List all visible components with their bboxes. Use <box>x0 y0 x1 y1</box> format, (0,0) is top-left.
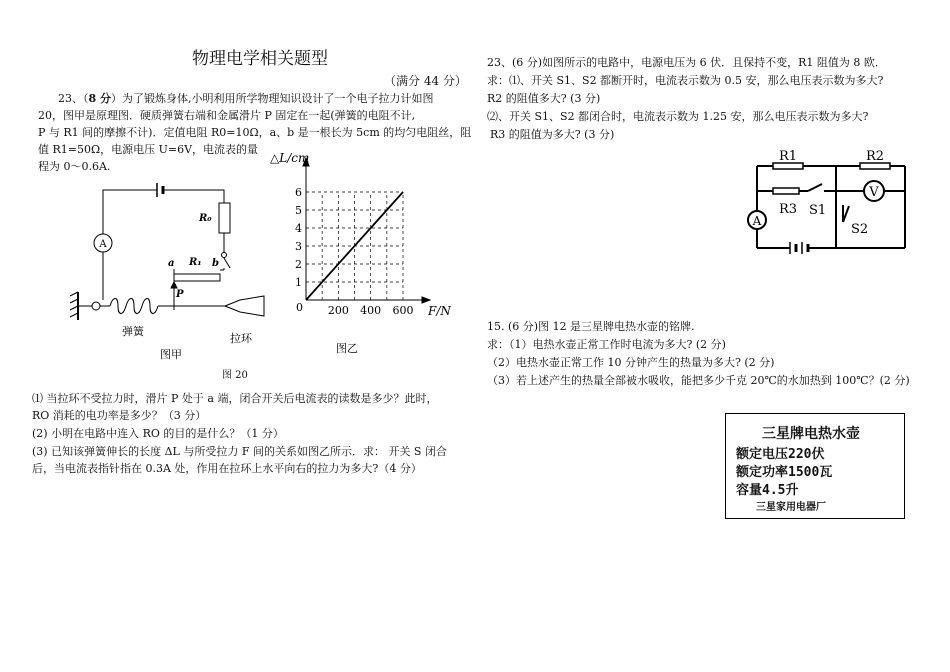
q23b-line: ⑵、开关 S1、S2 都闭合时，电流表示数为 1.25 安，那么电压表示数为多大? <box>487 110 869 123</box>
y-tick-label: 4 <box>295 222 302 235</box>
nameplate-line: 三星牌电热水壶 <box>762 426 860 442</box>
circuit-figure-right <box>740 145 915 260</box>
q23b-line: 23、(6 分)如图所示的电路中，电源电压为 6 伏．且保持不变，R1 阻值为 8 欧． <box>487 56 886 69</box>
point-a-label: a <box>168 258 175 269</box>
r3-label: R3 <box>779 202 798 217</box>
q23a-number: 23、（ <box>58 92 89 105</box>
ring-label: 拉环 <box>230 332 252 345</box>
r1-label: R1 <box>779 149 798 164</box>
q23a-line: 20，图甲是原理图．硬质弹簧右端和金属滑片 P 固定在一起(弹簧的电阻不计, <box>38 109 416 122</box>
nameplate <box>725 413 905 519</box>
x-tick-label: 200 <box>327 304 349 317</box>
r1-label: R₁ <box>189 257 202 268</box>
graph-yi <box>262 148 462 358</box>
total-score: （满分 44 分） <box>384 74 467 88</box>
q23b-line: R2 的阻值多大? (3 分) <box>487 92 601 105</box>
y-tick-label: 6 <box>295 186 302 199</box>
q15-line: （3）若上述产生的热量全部被水吸收，能把多少千克 20℃的水加热到 100℃？(2 分) <box>487 374 910 387</box>
spring-label: 弹簧 <box>122 325 144 338</box>
x-axis-label: F/N <box>428 304 451 318</box>
q23a-line: P 与 R1 间的摩擦不计)．定值电阻 R0=10Ω，a、b 是一根长为 5cm 的均匀电阻丝，阻 <box>38 126 472 139</box>
figure-jia-label: 图甲 <box>160 348 182 361</box>
y-axis-label: △L/cm <box>270 151 310 165</box>
q23a-question: ⑴ 当拉环不受拉力时，滑片 P 处于 a 端，闭合开关后电流表的读数是多少？此时， <box>32 392 438 405</box>
q23a-question: 后，当电流表指针指在 0.3A 处，作用在拉环上水平向右的拉力为多大?（4 分） <box>32 462 422 475</box>
y-tick-label: 2 <box>295 258 302 271</box>
ammeter-label: A <box>99 239 107 250</box>
nameplate-line: 额定电压220伏 <box>736 447 825 462</box>
nameplate-line: 三星家用电器厂 <box>756 502 826 513</box>
x-tick-label: 400 <box>360 304 382 317</box>
q15-line: 求：（1）电热水壶正常工作时电流为多大? (2 分) <box>487 338 726 351</box>
point-b-label: b <box>212 258 219 269</box>
q23b-line: 求：⑴、开关 S1、S2 都断开时，电流表示数为 0.5 安，那么电压表示数为多大? <box>487 74 884 87</box>
y-tick-label: 1 <box>295 276 302 289</box>
q23a-question: RO 消耗的电功率是多少？（3 分） <box>32 409 207 422</box>
nameplate-line: 容量4.5升 <box>736 483 799 498</box>
voltmeter-label: V <box>869 185 879 200</box>
q15-line: 15. (6 分)图 12 是三星牌电热水壶的铭牌. <box>487 320 695 333</box>
q23a-question: (3) 已知该弹簧伸长的长度 ΔL 与所受拉力 F 间的关系如图乙所示．求： 开关 S 闭合 <box>32 445 447 458</box>
q23a-line: 值 R1=50Ω，电源电压 U=6V，电流表的量 <box>38 143 259 156</box>
q23a-points: 8 分 <box>88 92 111 105</box>
figure-yi-label: 图乙 <box>336 342 358 355</box>
ammeter-label: A <box>752 214 762 228</box>
y-tick-label: 5 <box>295 204 302 217</box>
s1-label: S1 <box>809 203 827 218</box>
q23b-line: R3 的阻值为多大? (3 分) <box>490 128 615 141</box>
q23a-line: 程为 0～0.6A. <box>38 160 111 173</box>
nameplate-line: 额定功率1500瓦 <box>736 465 833 480</box>
slider-p-label: P <box>176 289 184 300</box>
x-tick-label: 600 <box>392 304 414 317</box>
figure-20-caption: 图 20 <box>222 370 248 381</box>
q23a-question: (2) 小明在电路中连入 RO 的目的是什么？（1 分） <box>32 427 284 440</box>
document-title: 物理电学相关题型 <box>192 49 328 69</box>
q23a-intro-line <box>58 90 433 107</box>
r0-label: R₀ <box>199 213 212 224</box>
r2-label: R2 <box>866 149 885 164</box>
origin-label: 0 <box>296 301 303 314</box>
y-tick-label: 3 <box>295 240 302 253</box>
s2-label: S2 <box>851 222 869 237</box>
q15-line: （2）电热水壶正常工作 10 分钟产生的热量为多大? (2 分) <box>487 356 775 369</box>
q23a-line: ）为了锻炼身体,小明利用所学物理知识设计了一个电子拉力计如图 <box>110 92 434 105</box>
